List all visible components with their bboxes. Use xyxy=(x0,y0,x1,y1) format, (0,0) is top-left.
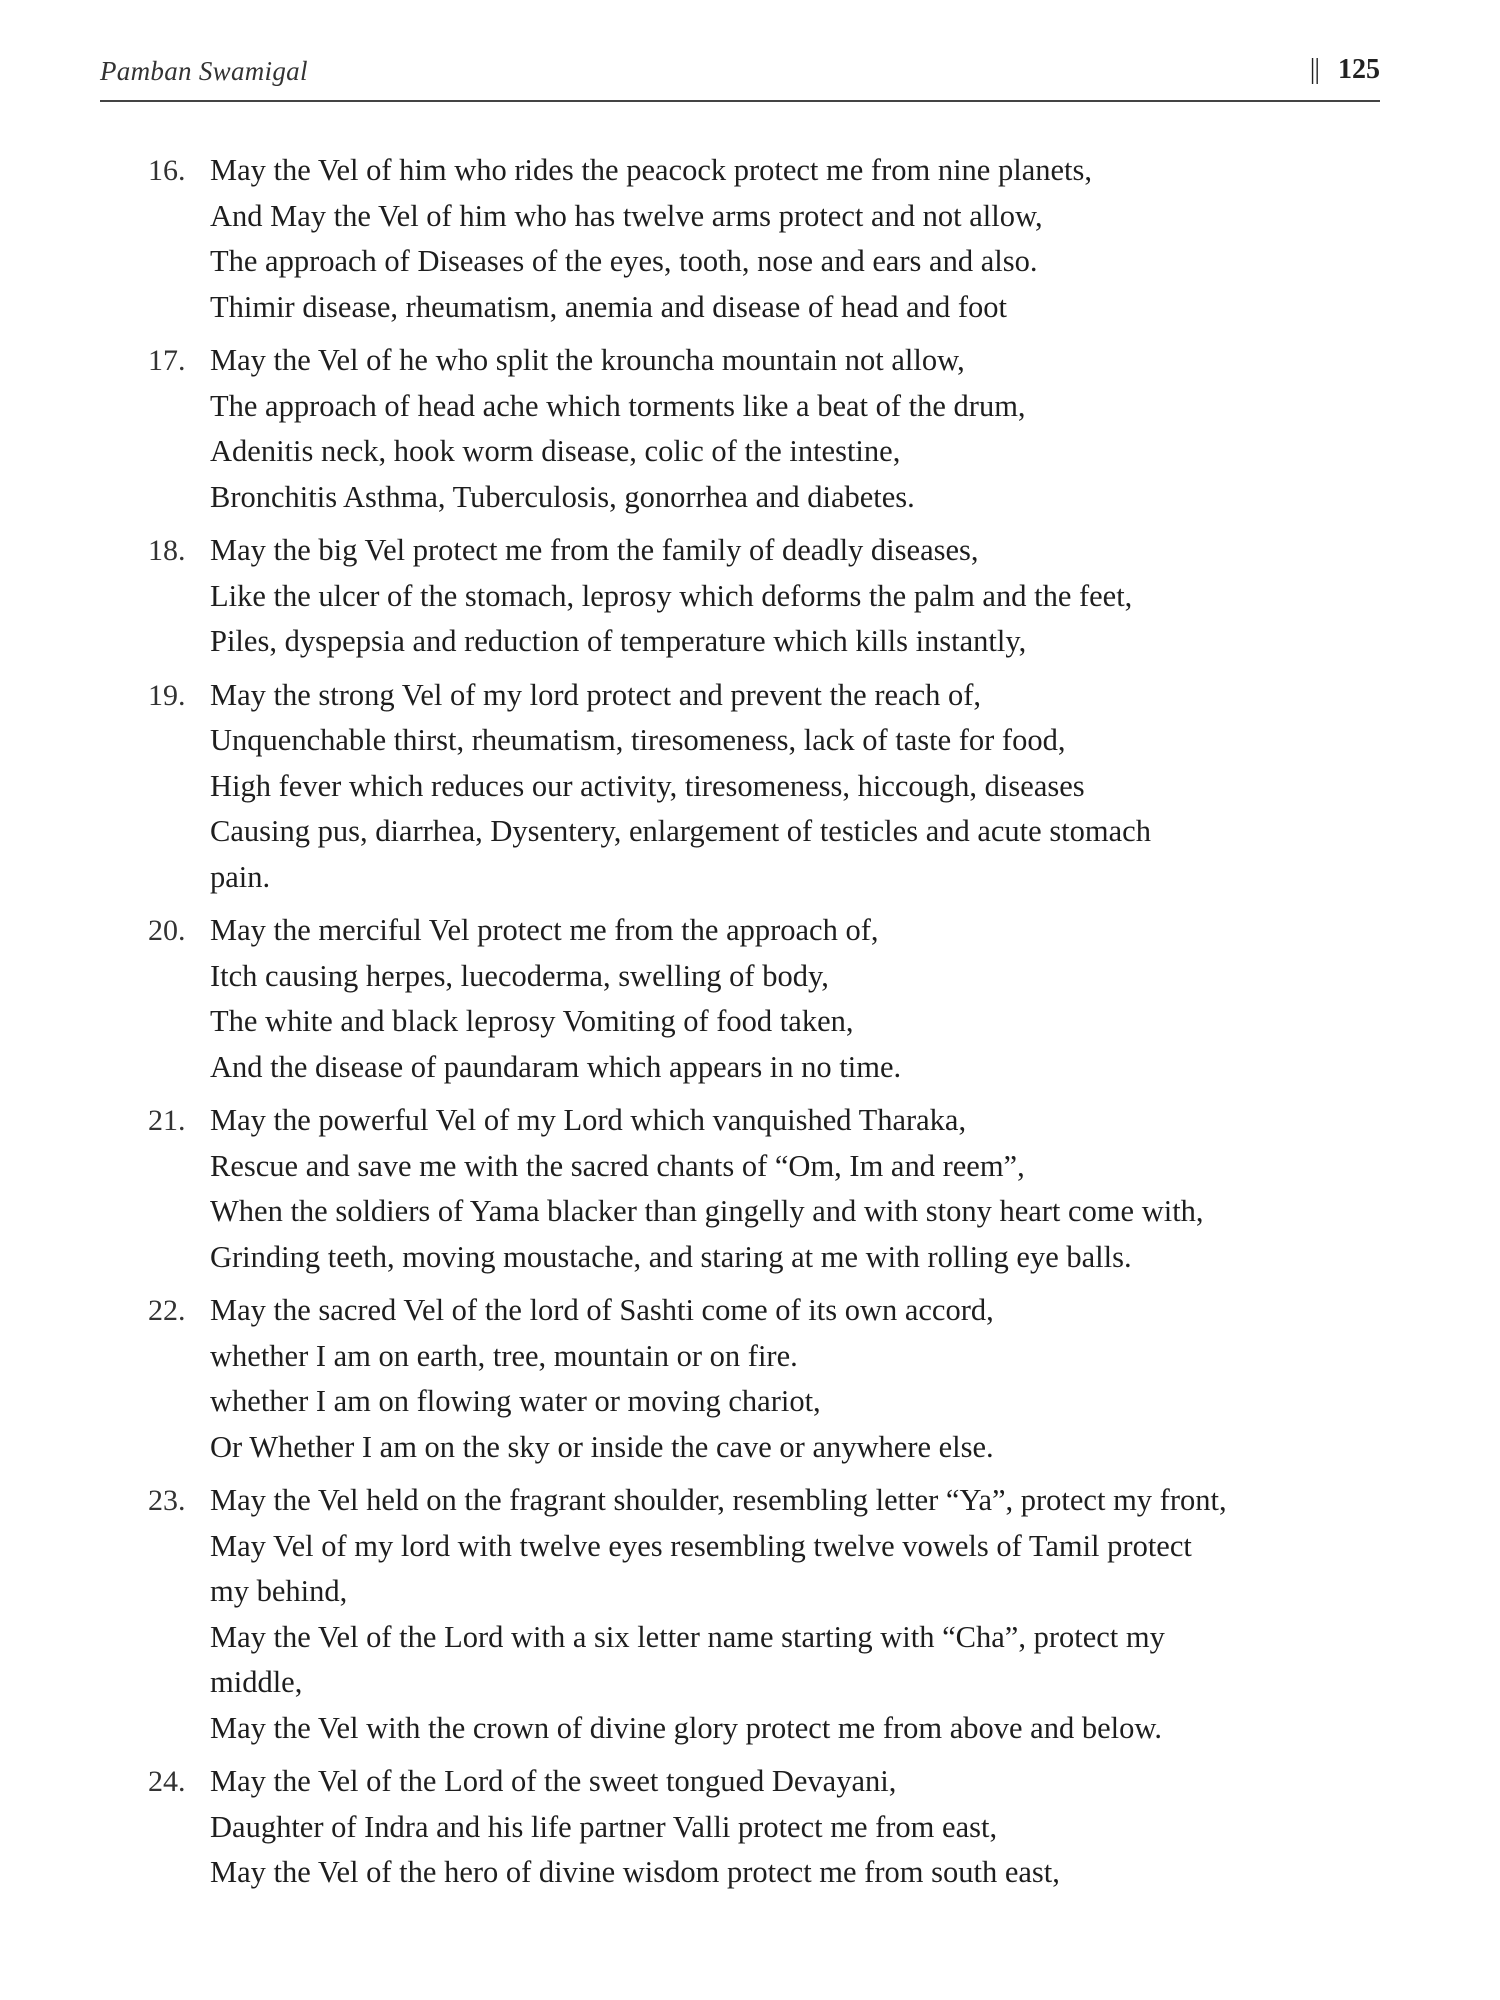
verse-line: Grinding teeth, moving moustache, and staring at me with rolling eye balls. xyxy=(210,1239,1132,1274)
verse-line: And the disease of paundaram which appears in no time. xyxy=(210,1049,902,1084)
verse-line: High fever which reduces our activity, tiresomeness, hiccough, diseases xyxy=(210,768,1085,803)
verse-line: The white and black leprosy Vomiting of food taken, xyxy=(210,1004,854,1038)
verse-number: 19. xyxy=(148,678,186,712)
page-folio xyxy=(1310,54,1380,86)
verse-line: The approach of Diseases of the eyes, tooth, nose and ears and also. xyxy=(210,244,1038,278)
verse-number: 23. xyxy=(148,1484,186,1517)
verse-line: May the big Vel protect me from the family of deadly diseases, xyxy=(210,533,979,567)
verse-line: pain. xyxy=(210,859,271,894)
verse-number: 17. xyxy=(148,344,186,377)
verse-block xyxy=(148,1288,1388,1470)
verse-block xyxy=(148,673,1388,901)
verse-line: May the Vel of the hero of divine wisdom protect me from south east, xyxy=(210,1855,1060,1889)
verse-number: 21. xyxy=(148,1104,186,1137)
verse-line: May the Vel of he who split the krouncha mountain not allow, xyxy=(210,343,965,377)
verse-line: whether I am on flowing water or moving chariot, xyxy=(210,1384,821,1418)
verse-number: 16. xyxy=(148,154,186,187)
book-title: Pamban Swamigal xyxy=(100,56,308,86)
folio-separator: || xyxy=(1309,54,1319,85)
verse-line: May the Vel of him who rides the peacock protect me from nine planets, xyxy=(210,153,1092,187)
verse-line: Thimir disease, rheumatism, anemia and disease of head and foot xyxy=(210,289,1007,324)
verse-line: Rescue and save me with the sacred chants of “Om, Im and reem”, xyxy=(210,1148,1025,1183)
verse-block xyxy=(148,338,1388,520)
verse-block xyxy=(148,1759,1388,1896)
verse-line: May the Vel of the Lord with a six letter name starting with “Cha”, protect my xyxy=(210,1619,1165,1654)
verse-block xyxy=(148,528,1388,665)
verse-number: 22. xyxy=(148,1294,186,1327)
verse-line: May the Vel with the crown of divine glory protect me from above and below. xyxy=(210,1710,1163,1745)
verse-line: whether I am on earth, tree, mountain or on fire. xyxy=(210,1338,798,1373)
verse-line: middle, xyxy=(210,1665,303,1699)
verse-line: May Vel of my lord with twelve eyes resembling twelve vowels of Tamil protect xyxy=(210,1528,1192,1563)
verse-line: May the merciful Vel protect me from the approach of, xyxy=(210,913,879,947)
verse-line: May the powerful Vel of my Lord which vanquished Tharaka, xyxy=(210,1103,967,1137)
verse-number: 24. xyxy=(148,1765,186,1798)
verse-line: Causing pus, diarrhea, Dysentery, enlargement of testicles and acute stomach xyxy=(210,814,1151,848)
verse-block xyxy=(148,1098,1388,1280)
verse-block xyxy=(148,1478,1388,1751)
verse-line: Itch causing herpes, luecoderma, swelling of body, xyxy=(210,958,829,993)
verse-line: When the soldiers of Yama blacker than gingelly and with stony heart come with, xyxy=(210,1194,1204,1228)
verse-line: Piles, dyspepsia and reduction of temperature which kills instantly, xyxy=(210,624,1027,658)
verse-line: Daughter of Indra and his life partner Valli protect me from east, xyxy=(210,1809,998,1844)
verse-list xyxy=(148,148,1388,1904)
verse-line: The approach of head ache which torments like a beat of the drum, xyxy=(210,388,1026,423)
verse-line: And May the Vel of him who has twelve arms protect and not allow, xyxy=(210,198,1043,233)
verse-block xyxy=(148,148,1388,330)
verse-line: Unquenchable thirst, rheumatism, tiresomeness, lack of taste for food, xyxy=(210,723,1066,757)
verse-number: 18. xyxy=(148,534,186,567)
verse-block xyxy=(148,908,1388,1090)
verse-number: 20. xyxy=(148,914,186,947)
verse-line: May the sacred Vel of the lord of Sashti come of its own accord, xyxy=(210,1293,994,1327)
verse-line: May the strong Vel of my lord protect and prevent the reach of, xyxy=(210,677,982,712)
verse-line: Bronchitis Asthma, Tuberculosis, gonorrhea and diabetes. xyxy=(210,479,915,514)
verse-line: Or Whether I am on the sky or inside the cave or anywhere else. xyxy=(210,1429,994,1464)
verse-line: May the Vel held on the fragrant shoulder, resembling letter “Ya”, protect my front, xyxy=(210,1483,1227,1517)
verse-line: Like the ulcer of the stomach, leprosy which deforms the palm and the feet, xyxy=(210,578,1133,613)
verse-line: my behind, xyxy=(210,1574,348,1608)
verse-line: Adenitis neck, hook worm disease, colic of the intestine, xyxy=(210,434,901,468)
running-header xyxy=(100,52,1380,102)
verse-line: May the Vel of the Lord of the sweet tongued Devayani, xyxy=(210,1764,897,1798)
page-number: 125 xyxy=(1338,54,1380,85)
